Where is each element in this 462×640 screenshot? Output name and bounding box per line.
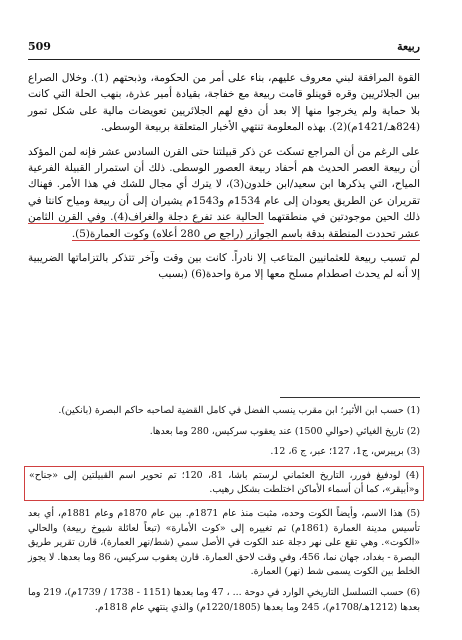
footnote-5: (5) هذا الاسم، وأيضاً الكوت وحده، مثبت منذ عام 1871م. بين عام 1870م وعام 1881م، أي بعد تأسيس مدينة العمارة (1861م) تم تغييره إلى «كوت الأمارة» (تبعاً لعائلة شيوخ ربيعة) والحالي «الكوت». وهي تقع على نهر دجلة عند الكوت في الأصل سمي (شط/نهر العمارة)، قارن تقرير طريق البصرة - بغداد، جهان نما، 456، وفي وقت لاحق العمارة. قارن يعقوب سركيس، 86 وما بعدها. لا يجوز الخلط بين الكوت يسمى شط (نهر) العمارة. [28, 507, 421, 578]
footnote-2: (2) تاريخ الغياثي (حوالي 1500) عند يعقوب سركيس، 280 وما بعدها. [149, 425, 420, 437]
page-header [28, 40, 420, 56]
footnote-1: (1) حسب ابن الأثير؛ ابن مقرب ينسب الفضل في كامل القضية لصاحبه حاكم البصرة (بانكين). [58, 405, 420, 416]
footnote-4-highlighted: (4) لودفيغ فورر، التاريخ العثماني لرستم باشا، 81، 120؛ تم تحوير اسم القبيلتين إلى «جناح» و«أبيقر»، كما أن أسماء الأماكن اختلطت بشكل رهيب. [24, 466, 424, 501]
footnotes [28, 404, 420, 621]
paragraph-2-part-a: على الرغم من أن المراجع تسكت عن ذكر قبيلتنا حتى القرن السادس عشر فإنه لمن المؤكد أن ربيعة العصر الحديث هم أحفاد ربيعة العصور الوسطى. ذلك أن استمرار القبيلة الفرعية المياح، التي يذكرها ابن سعيد/ابن خلدون(3)، لا يترك أي مجال للشك في هذا الأمر. فهناك تقريران عن الطريق يعودان إلى عام 1534م و1543م يشيران إلى أن ربيعة ومياح كانتا في ذلك الحين موجودتين في منطقتهما [28, 145, 420, 224]
footnote-3: (3) بريبرس، ج1، 127؛ عبر، ج 6، 12. [270, 446, 420, 458]
paragraph-2-underlined: الحالية عند تفرع دجلة والغراف(4). وفي القرن الثامن عشر تحددت المنطقة بدقة باسم الجوازر (راجع ص 280 أعلاه) وكوت العمارة(5). [28, 211, 420, 240]
footnote-rule [280, 397, 420, 398]
running-title: ربيعة [397, 40, 420, 53]
main-text [28, 70, 420, 291]
paragraph-2 [28, 144, 420, 242]
page-number: 509 [28, 40, 51, 53]
paragraph-3: لم تسبب ربيعة للعثمانيين المتاعب إلا نادراً. كانت بين وقت وآخر تتذكر بالتزاماتها الضريبية إلا أنه لم يحدث اصطدام مسلح معها إلا مرة واحدة(6) (بسبب [28, 252, 420, 281]
header-rule [28, 59, 420, 60]
paragraph-1: القوة المرافقة لبني معروف عليهم، بناء على أمر من الحكومة، وذبحتهم (1). وخلال الصراع بين الجلائريين وقره قوينلو قامت ربيعة مع خفاجة، بقيادة أمير عذرة، بنهب الحلة التي كانت بلا حماية ولم يخرجوا منها إلا بعد أن دفع لهم الجلائريين تعويضات مالية على شكل تمور (824هـ/1421م)(2). بهذه المعلومة تنتهي الأخبار المتعلقة بربيعة الوسطى. [28, 72, 420, 134]
footnote-6: (6) حسب التسلسل التاريخي الوارد في دوحة ... ، 47 وما بعدها (1151 - 1738 / 1739م)، 219 وما بعدها (1212هـ/1708م)، 245 وما بعدها (1220/1805م) والذي ينتهي عام 1818م. [28, 586, 421, 613]
